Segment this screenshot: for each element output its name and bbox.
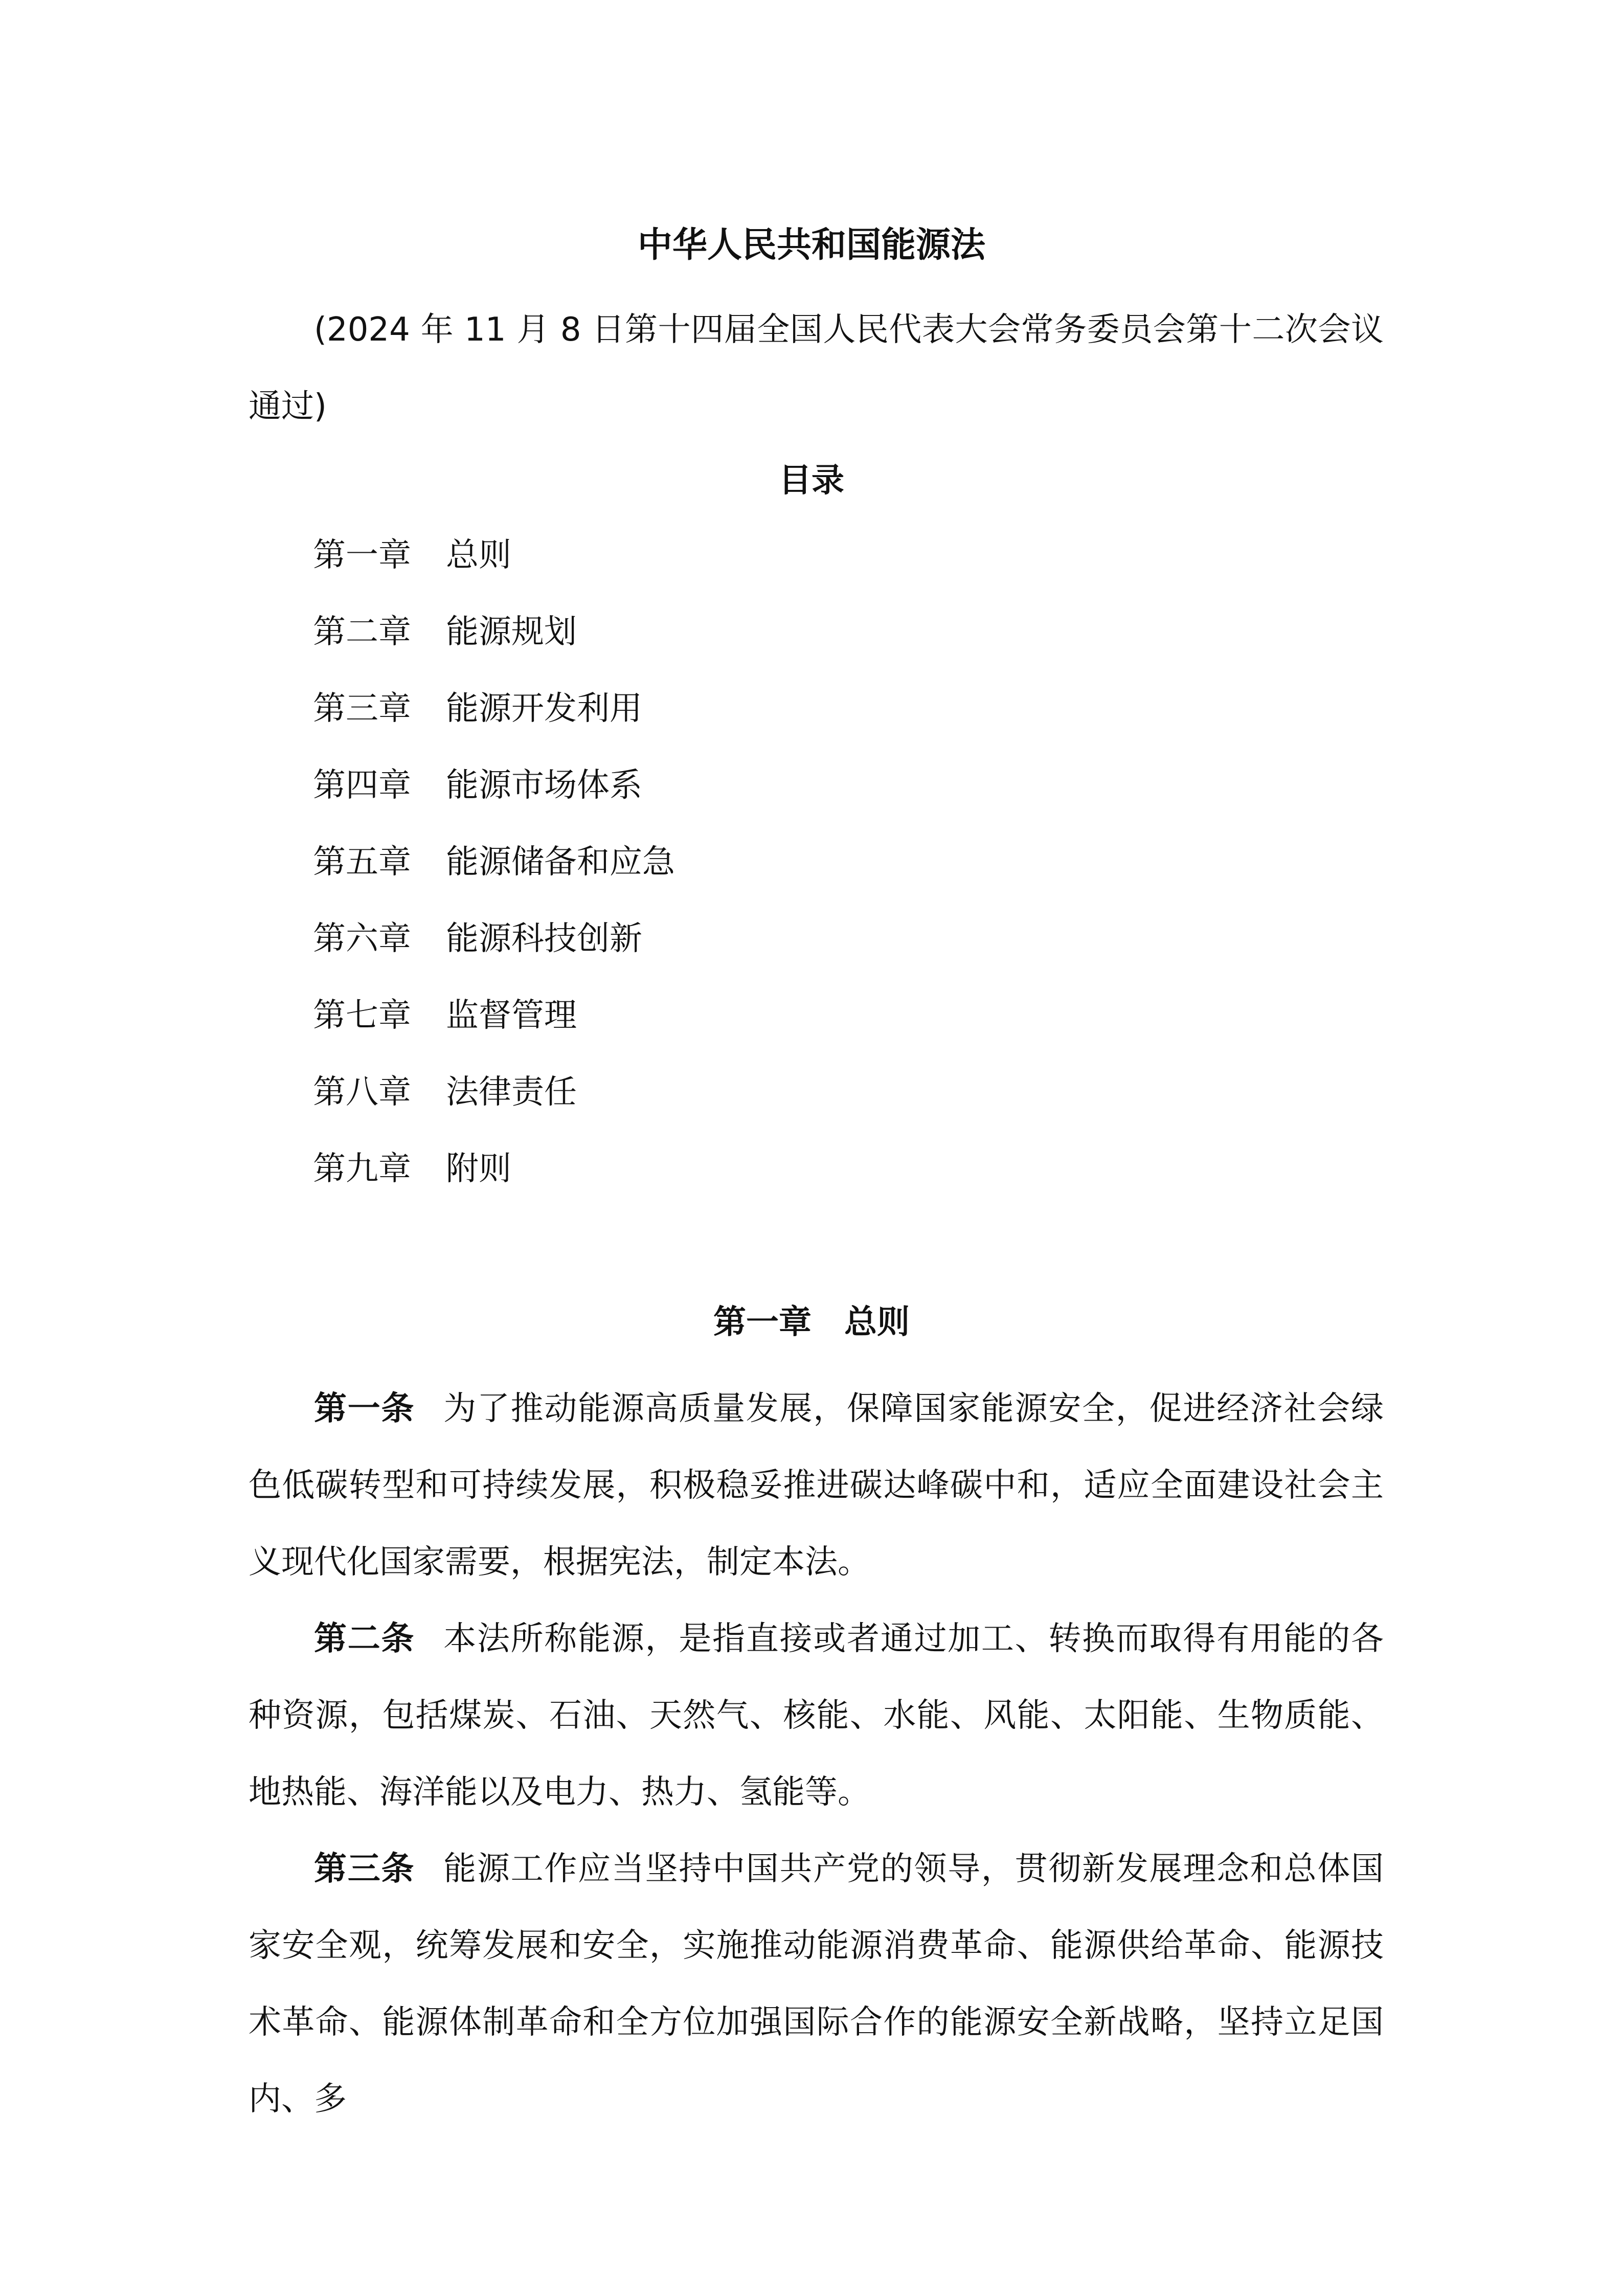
- toc-chapter-title: 能源市场体系: [446, 767, 642, 804]
- toc-chapter-number: 第五章: [313, 843, 411, 881]
- article-label: 第二条: [314, 1620, 415, 1658]
- toc-chapter-title: 监督管理: [446, 997, 577, 1034]
- article-paragraph: [249, 1831, 1384, 2137]
- table-of-contents: [313, 530, 1131, 1220]
- toc-chapter-number: 第九章: [313, 1150, 411, 1188]
- article-label: 第一条: [314, 1390, 415, 1428]
- toc-item[interactable]: [313, 530, 1131, 606]
- document-title: 中华人民共和国能源法: [637, 225, 985, 265]
- article-text: 本法所称能源，是指直接或者通过加工、转换而取得有用能的各种资源，包括煤炭、石油、天然气、核能、水能、风能、太阳能、生物质能、地热能、海洋能以及电力、热力、氢能等。: [249, 1620, 1384, 1811]
- toc-chapter-title: 总则: [446, 536, 511, 574]
- toc-chapter-number: 第四章: [313, 767, 411, 804]
- toc-item[interactable]: [313, 913, 1131, 990]
- article-text: 为了推动能源高质量发展，保障国家能源安全，促进经济社会绿色低碳转型和可持续发展，积极稳妥推进碳达峰碳中和，适应全面建设社会主义现代化国家需要，根据宪法，制定本法。: [249, 1390, 1384, 1581]
- chapter-title: 总则: [844, 1303, 910, 1341]
- article-paragraph: [249, 1370, 1384, 1601]
- toc-chapter-title: 能源科技创新: [446, 920, 642, 958]
- articles: [249, 1370, 1384, 2137]
- toc-chapter-number: 第一章: [313, 536, 411, 574]
- toc-chapter-number: 第六章: [313, 920, 411, 958]
- toc-chapter-title: 法律责任: [446, 1073, 577, 1111]
- toc-chapter-title: 附则: [446, 1150, 511, 1188]
- toc-chapter-number: 第七章: [313, 997, 411, 1034]
- toc-chapter-number: 第三章: [313, 690, 411, 728]
- adoption-note: (2024 年 11 月 8 日第十四届全国人民代表大会常务委员会第十二次会议通过): [249, 311, 1384, 425]
- toc-item[interactable]: [313, 1143, 1131, 1220]
- toc-chapter-number: 第二章: [313, 613, 411, 651]
- toc-item[interactable]: [313, 990, 1131, 1067]
- toc-item[interactable]: [313, 606, 1131, 683]
- toc-item[interactable]: [313, 683, 1131, 760]
- article-paragraph: [249, 1601, 1384, 1831]
- toc-chapter-title: 能源开发利用: [446, 690, 642, 728]
- toc-heading: 目录: [779, 462, 844, 500]
- toc-chapter-number: 第八章: [313, 1073, 411, 1111]
- toc-item[interactable]: [313, 760, 1131, 837]
- chapter-number: 第一章: [713, 1303, 812, 1341]
- toc-chapter-title: 能源规划: [446, 613, 577, 651]
- toc-item[interactable]: [313, 1067, 1131, 1143]
- chapter-heading: [0, 1297, 1623, 1348]
- article-label: 第三条: [314, 1850, 415, 1888]
- toc-item[interactable]: [313, 837, 1131, 913]
- toc-chapter-title: 能源储备和应急: [446, 843, 675, 881]
- article-text: 能源工作应当坚持中国共产党的领导，贯彻新发展理念和总体国家安全观，统筹发展和安全，实施推动能源消费革命、能源供给革命、能源技术革命、能源体制革命和全方位加强国际合作的能源安全新战略，坚持立足国内、多: [249, 1850, 1384, 2118]
